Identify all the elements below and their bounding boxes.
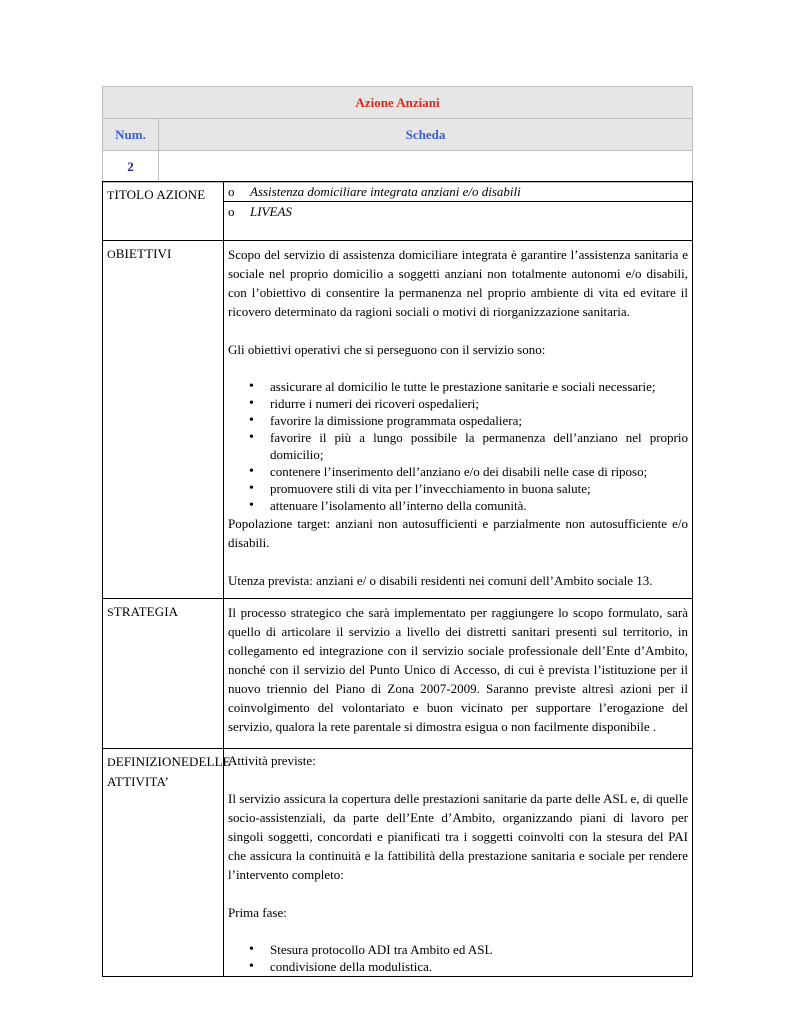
num-header: Num. — [103, 119, 159, 151]
label-line2: ATTIVITA’ — [107, 774, 169, 789]
label-strategia — [103, 599, 224, 749]
row-titolo-azione — [103, 182, 693, 241]
obiettivi-list — [228, 378, 688, 514]
label-line — [107, 752, 231, 772]
label-cap: S — [107, 605, 114, 619]
label-rest: EFINIZIONE — [115, 754, 189, 769]
title-item — [224, 201, 692, 221]
label-rest: DELLE — [189, 754, 231, 769]
label-definizione — [103, 749, 231, 977]
label-cap: O — [107, 247, 116, 261]
scheda-header: Scheda — [159, 119, 693, 151]
scheda-value — [159, 151, 693, 183]
row-strategia — [103, 599, 693, 749]
label-titolo-azione — [103, 182, 224, 241]
label-obiettivi — [103, 241, 224, 599]
label-rest: ITOLO AZIONE — [114, 187, 206, 202]
label-rest: TRATEGIA — [113, 604, 179, 619]
cell-strategia — [224, 599, 693, 749]
popolazione-target: Popolazione target: anziani non autosufficienti e parzialmente non autosufficiente e/o disabili. — [228, 516, 688, 550]
title-item — [228, 182, 688, 201]
label-rest: BIETTIVI — [115, 246, 172, 261]
title-item-text: LIVEAS — [250, 204, 292, 219]
main-table — [102, 181, 693, 977]
list-item: • promuovere stili di vita per l’invecchiamento in buona salute; — [270, 480, 688, 497]
label-cap: D — [107, 755, 116, 769]
list-item: • attenuare l’isolamento all’interno della comunità. — [270, 497, 688, 514]
obiettivi-operativi-heading: Gli obiettivi operativi che si perseguono con il servizio sono: — [228, 342, 546, 357]
cell-titolo-azione — [224, 182, 693, 241]
fase-list — [228, 941, 688, 975]
list-item: • ridurre i numeri dei ricoveri ospedalieri; — [270, 395, 688, 412]
row-obiettivi — [103, 241, 693, 599]
label-cap: T — [107, 188, 115, 202]
header-table — [102, 86, 693, 183]
list-item: • assicurare al domicilio le tutte le prestazione sanitarie e sociali necessarie; — [270, 378, 688, 395]
list-item: • favorire la dimissione programmata ospedaliera; — [270, 412, 688, 429]
strategia-text: Il processo strategico che sarà implementato per raggiungere lo scopo formulato, sarà quello di articolare il servizio a livello dei distretti sanitari presenti sul territorio, in collegamento ed integrazione con il servizio sociale professionale dell’Ente d’Ambito, nonché con il servizio del Punto Unico di Accesso, di cui è prevista l’istituzione per il nuovo triennio del Piano di Zona 2007-2009. Saranno previste altresì azioni per il coinvolgimento del volontariato e buon vicinato per supportare l’erogazione del servizio, qualora la rete parentale si dimostra esigua o non facilmente disponibile . — [228, 605, 688, 734]
list-item: • contenere l’inserimento dell’anziano e/o dei disabili nelle case di riposo; — [270, 463, 688, 480]
bullet-mark: o — [228, 184, 235, 199]
list-item: • Stesura protocollo ADI tra Ambito ed ASL — [270, 941, 688, 958]
prima-fase-label: Prima fase: — [228, 905, 287, 920]
attivita-previste-label: Attività previste: — [228, 753, 316, 768]
title-item-text: Assistenza domiciliare integrata anziani e/o disabili — [250, 184, 521, 199]
row-definizione — [103, 749, 693, 977]
utenza-prevista: Utenza prevista: anziani e/ o disabili residenti nei comuni dell’Ambito sociale 13. — [228, 573, 653, 588]
cell-obiettivi — [224, 241, 693, 599]
definizione-text: Il servizio assicura la copertura delle prestazioni sanitarie da parte delle ASL e, di quelle socio-assistenziali, da parte dell’Ente d’Ambito, organizzando piani di lavoro per singoli soggetti, concordati e pianificati tra i soggetti coinvolti con la stesura del PAI che assicura la continuità e la fattibilità della prestazione sanitaria e sociale per rendere l’intervento completo: — [228, 791, 688, 882]
list-item: • favorire il più a lungo possibile la permanenza dell’anziano nel proprio domicilio; — [270, 429, 688, 463]
list-item: • condivisione della modulistica. — [270, 958, 688, 975]
obiettivi-intro: Scopo del servizio di assistenza domiciliare integrata è garantire l’assistenza sanitaria e sociale nel proprio domicilio a soggetti anziani non totalmente autonomi e/o disabili, con l’obiettivo di consentire la permanenza nel proprio ambiente di vita ed evitare il ricovero determinato da ragioni sociali o motivi di riorganizzazione sanitaria. — [228, 247, 688, 319]
cell-definizione — [224, 749, 693, 977]
action-title: Azione Anziani — [103, 87, 693, 119]
bullet-mark: o — [228, 204, 235, 219]
num-value: 2 — [103, 151, 159, 183]
